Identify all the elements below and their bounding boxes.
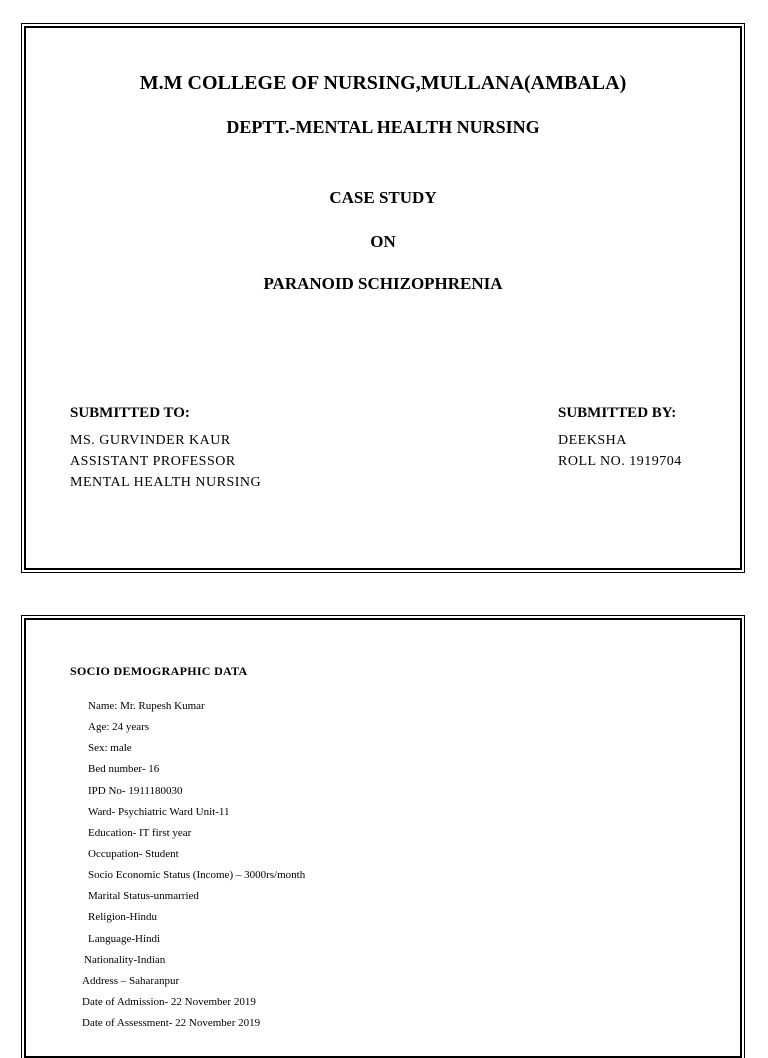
list-item: Socio Economic Status (Income) – 3000rs/month [88,869,306,881]
submitted-by-heading: SUBMITTED BY: [558,405,677,421]
list-item: Date of Admission- 22 November 2019 [82,996,256,1008]
list-item: Date of Assessment- 22 November 2019 [82,1017,261,1029]
list-item: Sex: male [88,742,132,754]
list-item: Name: Mr. Rupesh Kumar [88,700,205,712]
case-study-label: CASE STUDY [329,188,437,207]
college-title: M.M COLLEGE OF NURSING,MULLANA(AMBALA) [139,72,627,94]
list-item: Age: 24 years [88,721,150,733]
list-item: Bed number- 16 [88,763,160,775]
list-item: Education- IT first year [88,827,192,839]
list-item: Marital Status-unmarried [88,890,199,902]
socio-demographic-heading: SOCIO DEMOGRAPHIC DATA [70,664,248,678]
submitted-by-line: ROLL NO. 1919704 [558,454,682,469]
list-item: Address – Saharanpur [82,975,180,987]
list-item: Ward- Psychiatric Ward Unit-11 [88,806,230,818]
submitted-to-heading: SUBMITTED TO: [70,405,190,421]
department-title: DEPTT.-MENTAL HEALTH NURSING [226,117,540,137]
list-item: Religion-Hindu [88,911,158,923]
submitted-to-line: ASSISTANT PROFESSOR [70,454,236,469]
list-item: Language-Hindi [88,933,161,945]
socio-demographic-page [24,618,742,1058]
list-item: Nationality-Indian [84,954,166,966]
on-label: ON [370,232,396,251]
topic-title: PARANOID SCHIZOPHRENIA [263,274,503,293]
submitted-to-line: MENTAL HEALTH NURSING [70,475,262,490]
list-item: IPD No- 1911180030 [88,785,183,797]
submitted-to-line: MS. GURVINDER KAUR [70,433,231,448]
cover-page [24,26,742,570]
list-item: Occupation- Student [88,848,179,860]
submitted-by-line: DEEKSHA [558,433,627,448]
